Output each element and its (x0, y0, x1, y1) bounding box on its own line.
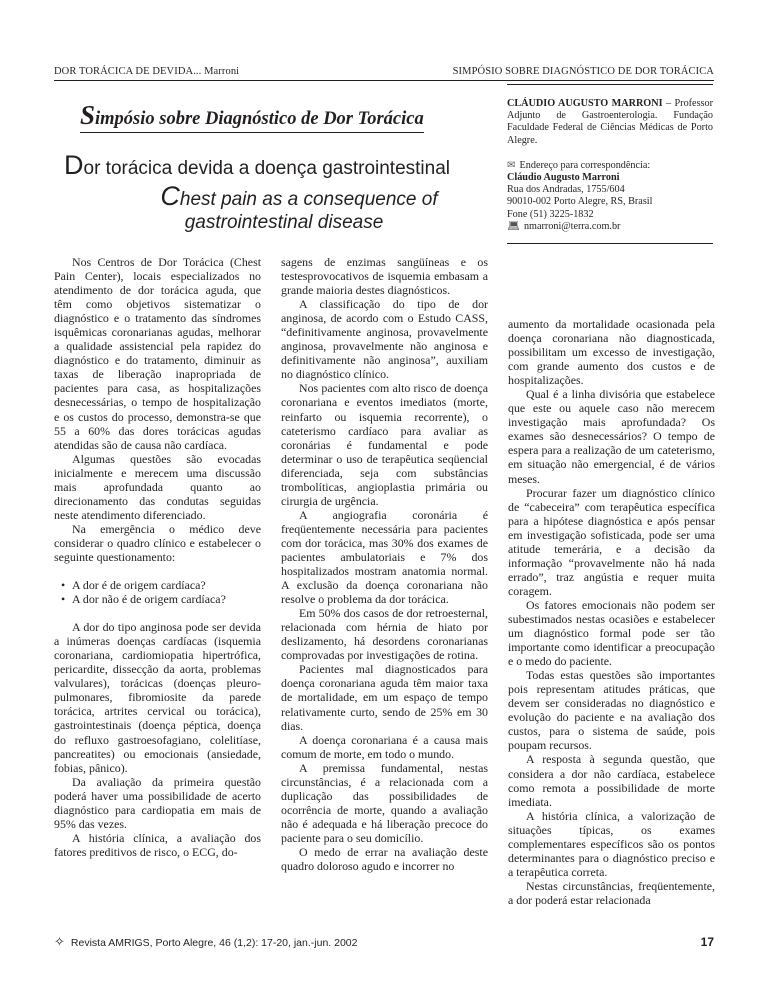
question-list (54, 578, 261, 606)
email-line (507, 221, 713, 233)
address-line-2: 90010-002 Porto Alegre, RS, Brasil (507, 196, 653, 208)
computer-icon: 💻︎ (507, 220, 520, 232)
paragraph: A angiografia coronária é freqüentemente necessária para pacientes com dor torácica, mas 30% dos exames de pacientes ambulatoriais e 7% dos hospitalizados mostram anatomia normal. A exclusão da doença coronariana não resolve o problema da dor torácica. (281, 507, 488, 607)
paragraph: Os fatores emocionais não podem ser subestimados nestas ocasiões e estabelecer um diagnóstico formal pode ser tão importante como identificar a preocupação e o medo do paciente. (508, 597, 715, 669)
email-link[interactable]: nmarroni@terra.com.br (523, 220, 621, 232)
column-2 (281, 255, 488, 873)
symposium-drop-cap: S (80, 100, 96, 130)
title-pt-text: or torácica devida a doença gastrointestinal (83, 158, 451, 179)
article-title-en (64, 181, 504, 234)
paragraph: O medo de errar na avaliação deste quadro doloroso agudo e incorrer no (281, 844, 488, 874)
paragraph: Nos Centros de Dor Torácica (Chest Pain Center), locais especializados no atendimento de dor torácica aguda, que têm como objetivos sistematizar o diagnóstico e o tratamento das síndromes isquêmicas coronarianas agudas, melhorar a qualidade assistencial pela rapidez do diagnóstico e do tratamento, diminuir as taxas de liberação inapropriada de pacientes para casa, as hospitalizações desnecessárias, o tempo de hospitalização e os custos do processo, demonstra-se que 55 a 60% das dores torácicas agudas atendidas são de causa não cardíaca. (54, 255, 261, 452)
article-title-pt (64, 150, 504, 181)
paragraph: A premissa fundamental, nestas circunstâncias, é a relacionada com a duplicação das possibilidades de ocorrência de morte, quando a avaliação não é adequada e há liberação precoce do paciente para o seu domicílio. (281, 760, 488, 845)
paragraph: A história clínica, a avaliação dos fatores preditivos de risco, o ECG, do- (54, 830, 261, 859)
page-footer (54, 934, 714, 950)
page-number: 17 (700, 935, 714, 949)
correspondence-label: ✉ Endereço para correspondência: (507, 159, 651, 171)
paragraph: Da avaliação da primeira questão poderá haver uma possibilidade de acerto diagnóstico para cardiopatia em mais de 95% das vezes. (54, 774, 261, 831)
column-3 (508, 317, 715, 907)
author-box (507, 98, 713, 244)
paragraph: Nestas circunstâncias, freqüentemente, a dor poderá estar relacionada (508, 878, 715, 907)
compass-star-icon: ✧ (54, 934, 65, 949)
title-pt-drop-cap: D (64, 150, 84, 180)
author-name: CLÁUDIO AUGUSTO MARRONI (507, 98, 663, 109)
paragraph: sagens de enzimas sangüíneas e os testesprovocativos de isquemia embasam a grande maioria destes diagnósticos. (281, 255, 488, 298)
paragraph: A história clínica, a valorização de situações típicas, os exames complementares específicos são os pontos determinantes para o diagnóstico preciso e a terapêutica correta. (508, 808, 715, 879)
correspondence-name: Cláudio Augusto Marroni (507, 172, 620, 184)
paragraph: Nos pacientes com alto risco de doença coronariana e eventos imediatos (morte, reinfarto ou isquemia recorrente), o cateterismo cardíaco para avaliar as coronárias é fundamental e pode determinar o uso de terapêutica seqüencial diferenciada, seja com substâncias trombolíticas, angioplastia primária ou cirurgia de urgência. (281, 381, 488, 508)
paragraph: Procurar fazer um diagnóstico clínico de “cabeceira” com terapêutica específica para a hipótese diagnóstica e após pensar em investigação sofisticada, pode ser uma atitude temerária, e a decisão da informação “provavelmente não há nada errado”, traz angústia e requer muita coragem. (508, 485, 715, 598)
paragraph: Qual é a linha divisória que estabelece que este ou aquele caso não merecem investigação mais aprofundada? Os exames são desnecessários? O tempo de espera para a realização de um cateterismo, em situação não emergencial, é de vários meses. (508, 387, 715, 486)
symposium-title-text: impósio sobre Diagnóstico de Dor Torácica (95, 109, 424, 129)
paragraph: Todas estas questões são importantes pois representam atitudes práticas, que devem ser consideradas no diagnóstico e evolução do paciente e na avaliação dos custos, para o sistema de saúde, pois poupam recursos. (508, 668, 715, 753)
phone: Fone (51) 3225-1832 (507, 208, 594, 220)
paragraph: Em 50% dos casos de dor retroesternal, relacionada com hérnia de hiato por deslizamento, há desordens coronarianas comprovadas por investigações de rotina. (281, 606, 488, 663)
list-item: • A dor não é de origem cardíaca? (54, 592, 261, 606)
author-box-bottom-rule (507, 243, 713, 244)
paragraph: A resposta à segunda questão, que considera a dor não cardíaca, estabelece como remota a possibilidade de morte imediata. (508, 752, 715, 809)
title-en-line1: hest pain as a consequence of (179, 189, 438, 210)
author-affiliation: CLÁUDIO AUGUSTO MARRONI – Professor Adjunto de Gastroenterologia. Fundação Faculdade Federal de Ciências Médicas de Porto Alegre. (507, 98, 713, 146)
running-header-right: SIMPÓSIO SOBRE DIAGNÓSTICO DE DOR TORÁCICA (452, 66, 714, 77)
address-line-1: Rua dos Andradas, 1755/604 (507, 184, 625, 196)
title-en-drop-cap: C (160, 181, 180, 211)
column-1 (54, 255, 261, 859)
paragraph: A doença coronariana é a causa mais comum de morte, em todo o mundo. (281, 732, 488, 761)
list-item: • A dor é de origem cardíaca? (54, 578, 261, 592)
paragraph: Pacientes mal diagnosticados para doença coronariana aguda têm maior taxa de mortalidade, em um espaço de tempo relativamente curto, sendo de 25% em 30 dias. (281, 662, 488, 733)
footer-citation: Revista AMRIGS, Porto Alegre, 46 (1,2): 17-20, jan.-jun. 2002 (70, 937, 358, 949)
paragraph: A classificação do tipo de dor anginosa, de acordo com o Estudo CASS, “definitivamente anginosa, provavelmente anginosa, provavelmente não anginosa e definitivamente não anginosa”, auxiliam no diagnóstico clínico. (281, 297, 488, 382)
running-header (54, 66, 714, 81)
paragraph: Na emergência o médico deve considerar o quadro clínico e estabelecer o seguinte questionamento: (54, 521, 261, 564)
paragraph: A dor do tipo anginosa pode ser devida a inúmeras doenças cardíacas (isquemia coronariana, cardiomiopatia hipertrófica, pericardite, dissecção da aorta, problemas valvulares), torácicas (doenças pleuro-pulmonares, fibromiosite da parede torácica, artrites cervical ou torácica), gastrointestinais (doença péptica, doença do refluxo gastroesofagiano, colelitíase, pancreatites) ou emocionais (ansiedade, fobias, pânico). (54, 620, 261, 775)
author-box-top-rule (507, 84, 713, 85)
running-header-left: DOR TORÁCICA DE DEVIDA... Marroni (54, 66, 240, 77)
title-en-line2: gastrointestinal disease (184, 212, 384, 233)
symposium-title (80, 100, 424, 133)
footer-citation-wrap (54, 934, 357, 950)
envelope-icon: ✉ (507, 159, 516, 171)
paragraph: Algumas questões são evocadas inicialmente e merecem uma discussão mais aprofundada quanto ao direcionamento das condutas seguidas neste atendimento diferenciado. (54, 451, 261, 522)
paragraph: aumento da mortalidade ocasionada pela doença coronariana não diagnosticada, possibilitam um excesso de investigação, com grande aumento dos custos e de hospitalizações. (508, 317, 715, 388)
